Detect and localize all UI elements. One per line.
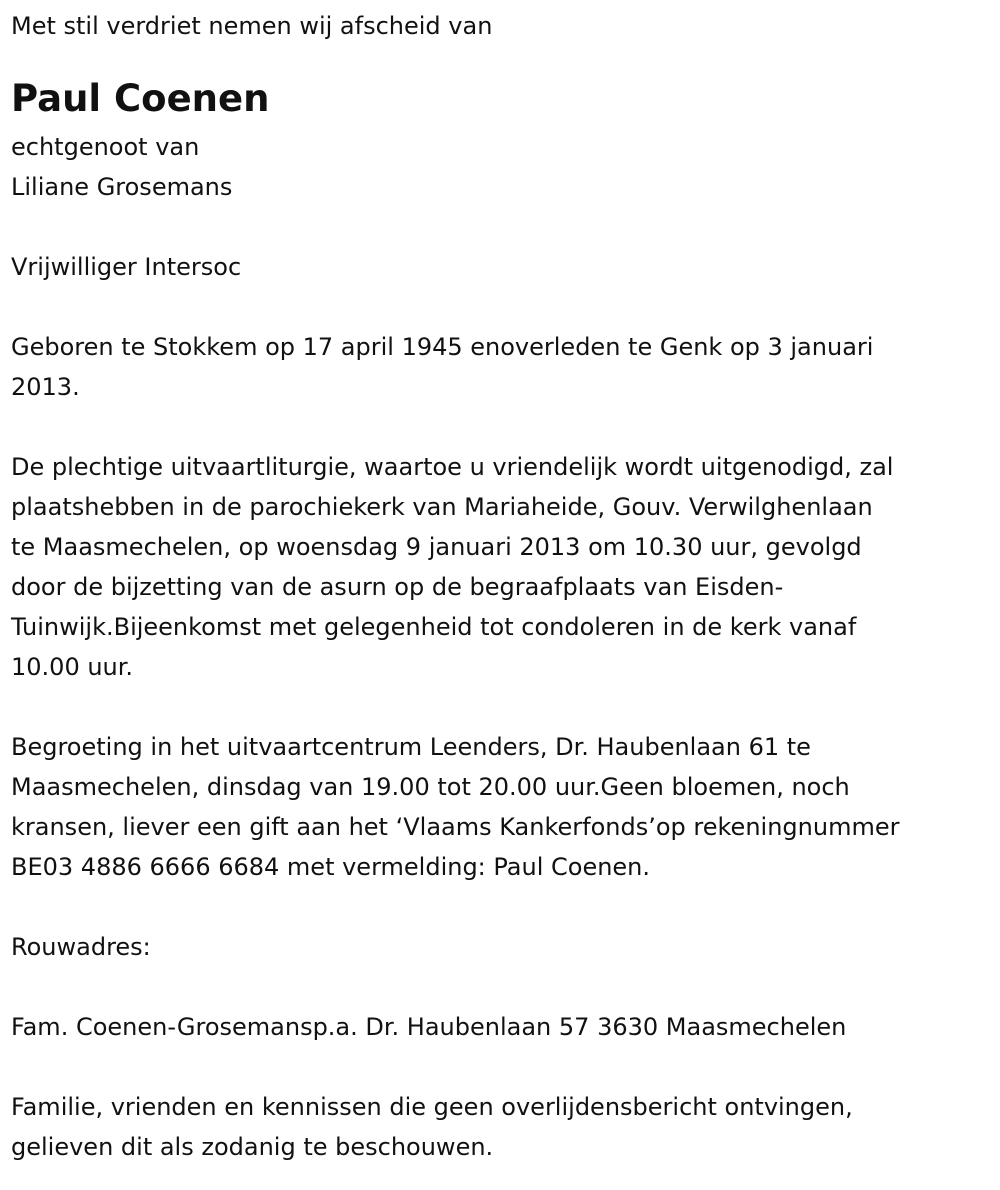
closing-line: Familie, vrienden en kennissen die geen overlijdensbericht ontvingen,: [11, 1093, 853, 1121]
spacer: [11, 687, 996, 727]
spacer: [11, 1047, 996, 1087]
spacer: [11, 967, 996, 1007]
greeting-line: BE03 4886 6666 6684 met vermelding: Paul Coenen.: [11, 853, 651, 881]
funeral-paragraph: [11, 447, 996, 687]
greeting-line: Maasmechelen, dinsdag van 19.00 tot 20.00 uur.Geen bloemen, noch: [11, 773, 850, 801]
closing-line: gelieven dit als zodanig te beschouwen.: [11, 1133, 494, 1161]
greeting-line: kransen, liever een gift aan het ‘Vlaams Kankerfonds’op rekeningnummer: [11, 813, 900, 841]
obituary-notice: [11, 0, 996, 1167]
funeral-line: 10.00 uur.: [11, 653, 134, 681]
spacer: [11, 887, 996, 927]
funeral-line: plaatshebben in de parochiekerk van Mariaheide, Gouv. Verwilghenlaan: [11, 493, 873, 521]
spouse-label: echtgenoot van: [11, 133, 200, 161]
funeral-line: door de bijzetting van de asurn op de begraafplaats van Eisden-: [11, 573, 784, 601]
deceased-name: Paul Coenen: [11, 77, 270, 120]
funeral-line: Tuinwijk.Bijeenkomst met gelegenheid tot condoleren in de kerk vanaf: [11, 613, 857, 641]
birth-line: Geboren te Stokkem op 17 april 1945 enoverleden te Genk op 3 januari: [11, 333, 874, 361]
closing-paragraph: [11, 1087, 996, 1167]
role-text: Vrijwilliger Intersoc: [11, 253, 242, 281]
spouse-name: Liliane Grosemans: [11, 173, 233, 201]
spacer: [11, 407, 996, 447]
address-label: Rouwadres:: [11, 933, 151, 961]
spacer: [11, 287, 996, 327]
greeting-line: Begroeting in het uitvaartcentrum Leenders, Dr. Haubenlaan 61 te: [11, 733, 811, 761]
birth-line: 2013.: [11, 373, 80, 401]
birth-paragraph: [11, 327, 996, 407]
intro-text: Met stil verdriet nemen wij afscheid van: [11, 12, 493, 40]
spacer: [11, 207, 996, 247]
mourning-address: Fam. Coenen-Grosemansp.a. Dr. Haubenlaan 57 3630 Maasmechelen: [11, 1013, 847, 1041]
funeral-line: De plechtige uitvaartliturgie, waartoe u vriendelijk wordt uitgenodigd, zal: [11, 453, 894, 481]
funeral-line: te Maasmechelen, op woensdag 9 januari 2013 om 10.30 uur, gevolgd: [11, 533, 862, 561]
greeting-paragraph: [11, 727, 996, 887]
